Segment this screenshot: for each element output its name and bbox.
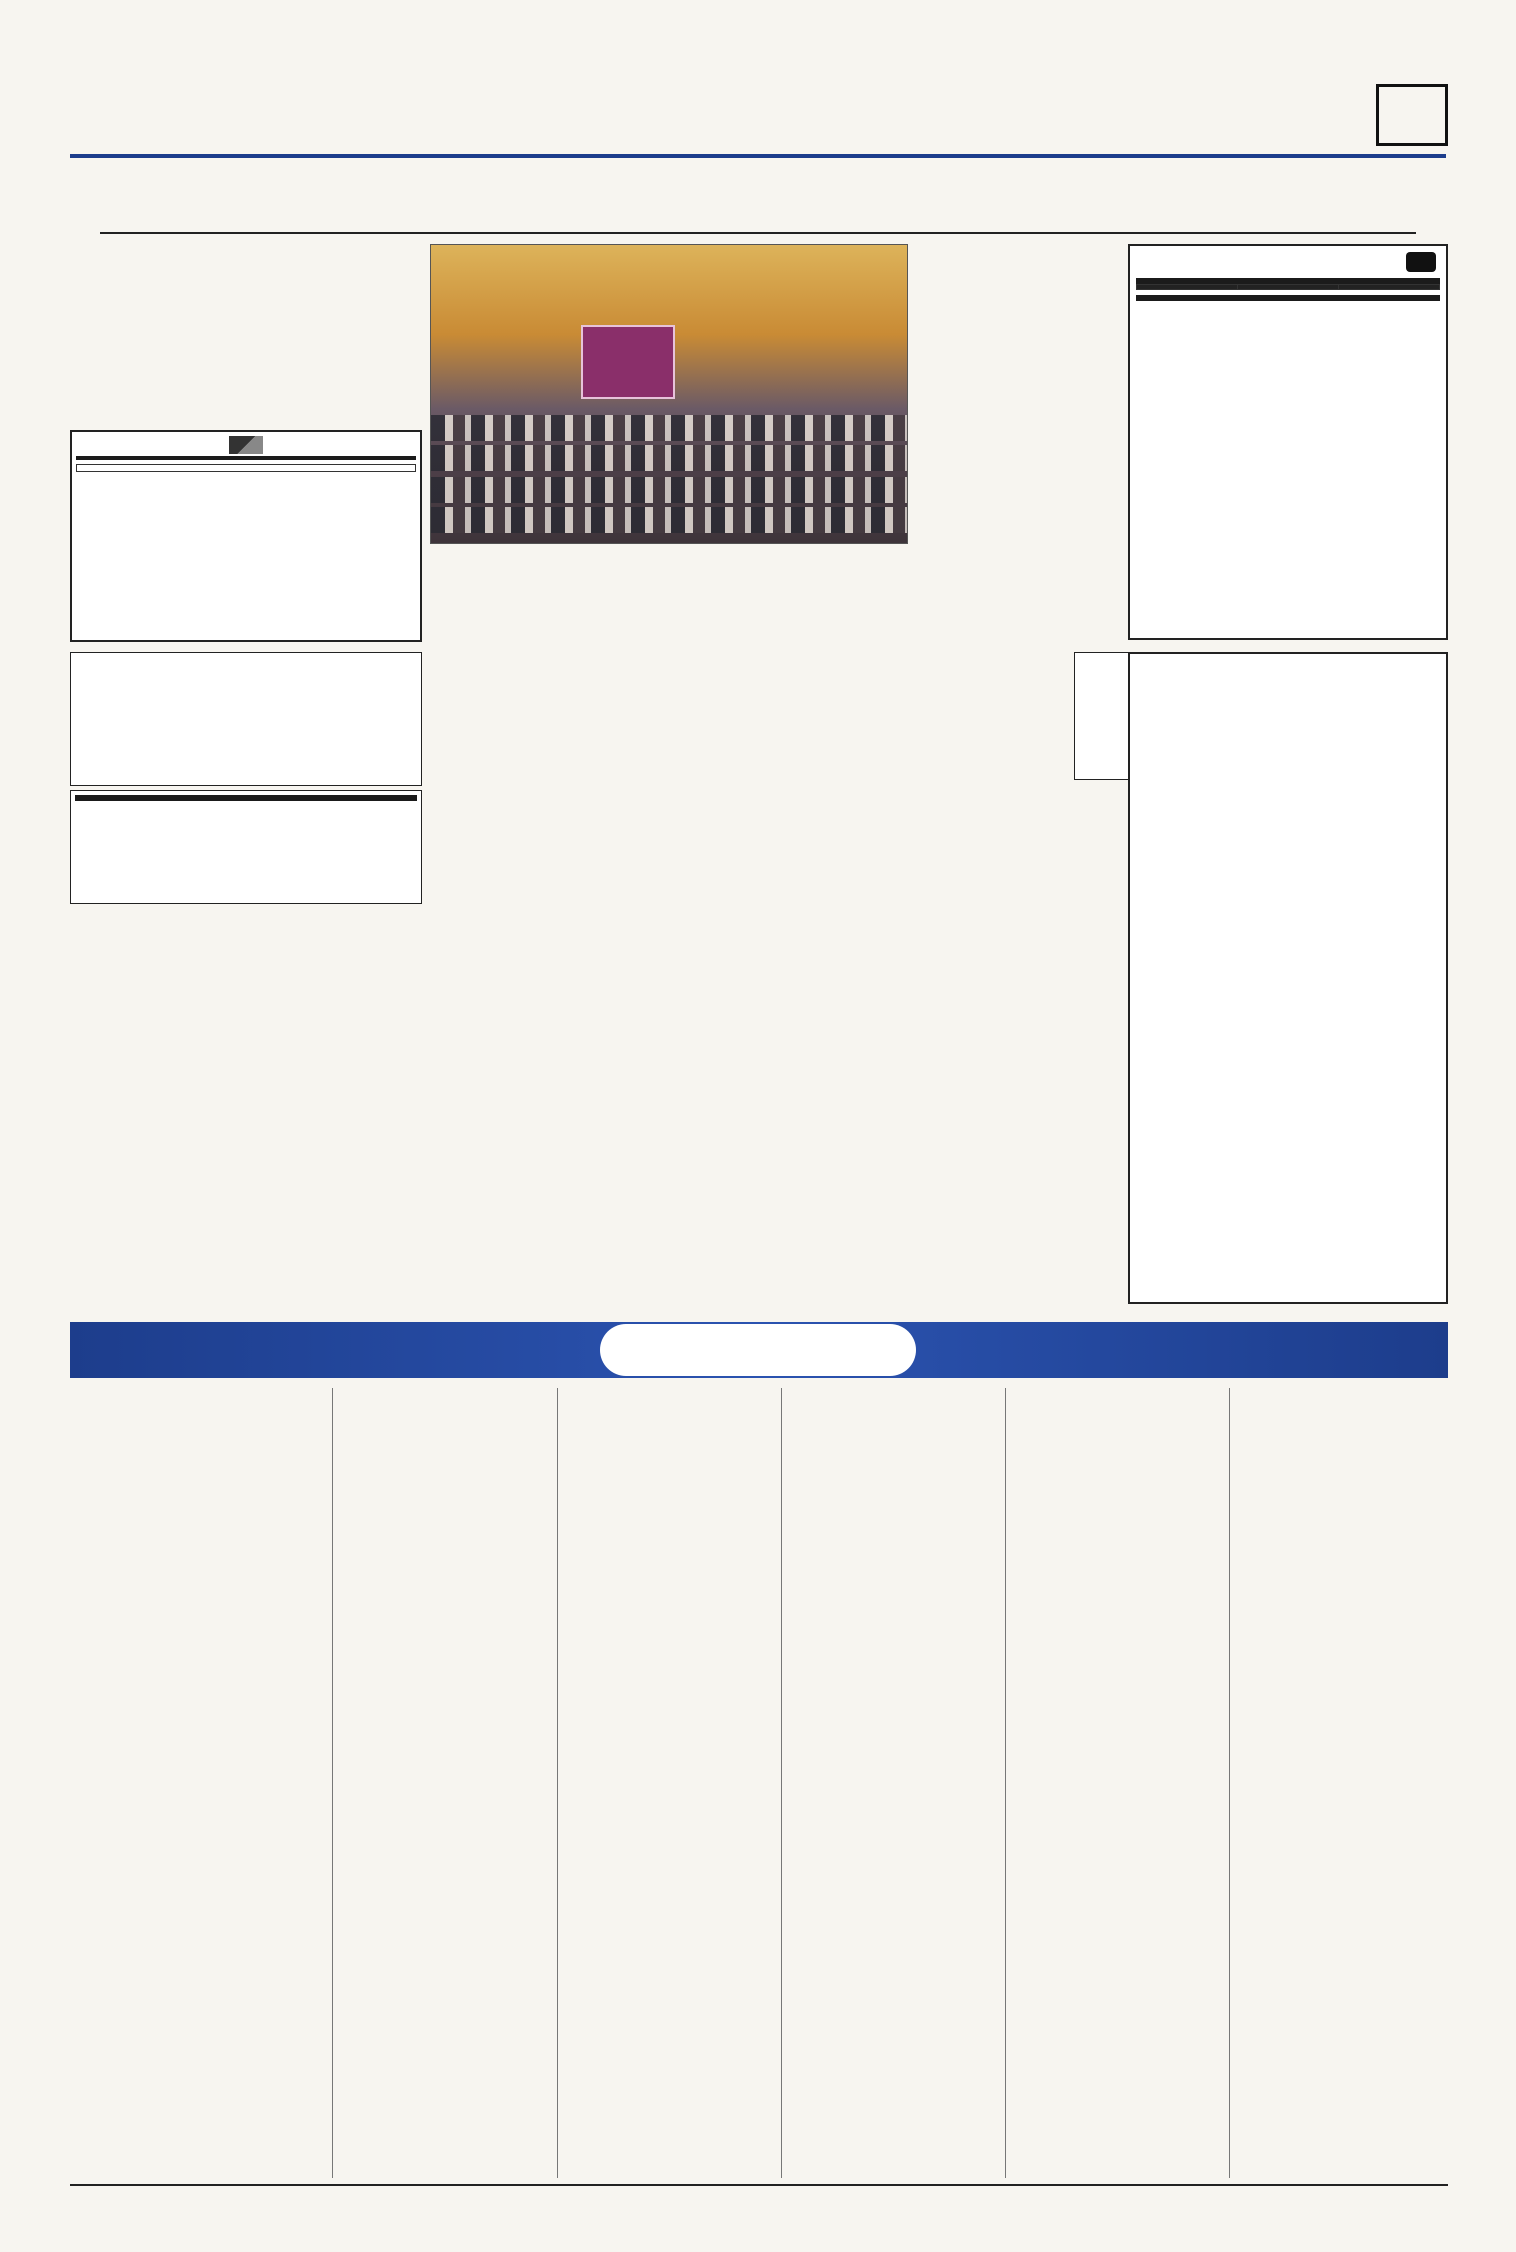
article-col-1 bbox=[918, 268, 1118, 644]
health-notice-body bbox=[75, 804, 417, 870]
civil-notice-body bbox=[75, 657, 417, 781]
agriculture-body bbox=[1138, 662, 1438, 1242]
section-title bbox=[700, 88, 860, 138]
page-number bbox=[1376, 84, 1448, 146]
classified-col-2 bbox=[1010, 1388, 1224, 2178]
col-arrival bbox=[1137, 285, 1238, 290]
photo-crowd-row bbox=[431, 445, 907, 471]
classified-title bbox=[600, 1324, 916, 1376]
msc-logo-icon bbox=[1406, 252, 1436, 272]
msc-logo bbox=[1406, 252, 1440, 272]
photo-banner bbox=[581, 325, 675, 399]
civil-notice bbox=[70, 652, 422, 786]
photo-crowd-row bbox=[431, 477, 907, 503]
article-col-3 bbox=[430, 548, 650, 644]
col-vessel bbox=[1339, 285, 1440, 290]
shipping-table-header bbox=[1137, 285, 1440, 290]
footer-rule bbox=[70, 2184, 1448, 2186]
article-byline bbox=[918, 244, 1118, 270]
issue-date bbox=[1100, 86, 1360, 136]
col-voyage bbox=[1238, 285, 1339, 290]
photo-crowd-row bbox=[431, 507, 907, 533]
footer-line-1 bbox=[70, 2190, 1448, 2216]
article-photo bbox=[430, 244, 908, 544]
shipping-services bbox=[1136, 295, 1440, 301]
shipping-table bbox=[1136, 284, 1440, 290]
header-rule bbox=[70, 154, 1446, 158]
classified-col-5 bbox=[338, 1388, 552, 2178]
agriculture-notice bbox=[1128, 652, 1448, 1304]
headline-rule bbox=[100, 232, 1416, 234]
classified-col-6 bbox=[70, 1388, 328, 2178]
article-col-2 bbox=[660, 548, 910, 644]
classified-col-1 bbox=[1234, 1388, 1448, 2178]
health-notice-title bbox=[75, 795, 417, 801]
classified-col-4 bbox=[562, 1388, 776, 2178]
maritime-ad bbox=[70, 430, 422, 642]
maritime-notice bbox=[76, 456, 416, 460]
shipping-ad bbox=[1128, 244, 1448, 640]
photo-crowd-row bbox=[431, 415, 907, 441]
newspaper-logo bbox=[78, 76, 228, 146]
classified-col-3 bbox=[786, 1388, 1000, 2178]
footer-line-2 bbox=[70, 2216, 1448, 2242]
main-headline bbox=[100, 162, 1416, 232]
health-notice bbox=[70, 790, 422, 904]
glovis-logo-icon bbox=[229, 436, 263, 454]
